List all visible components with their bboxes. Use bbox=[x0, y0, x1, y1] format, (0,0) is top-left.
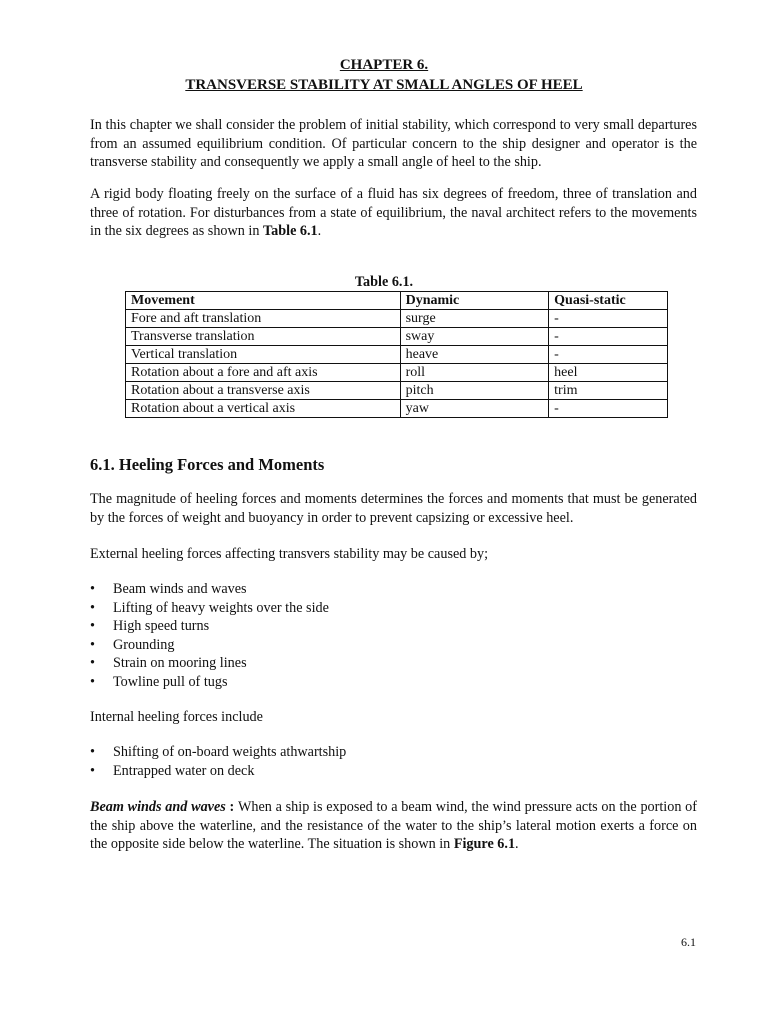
list-item: • Grounding bbox=[90, 636, 329, 655]
table-cell: sway bbox=[400, 328, 549, 346]
list-item: • Towline pull of tugs bbox=[90, 673, 329, 692]
table-reference: Table 6.1 bbox=[262, 223, 318, 239]
table-cell: - bbox=[549, 310, 668, 328]
intro-paragraph-2-text: A rigid body floating freely on the surface of a fluid has six degrees of freedom, three of translation and three of rotation. For disturbances from a state of equilibrium, the naval architect refers to the movements in the six degrees as shown in bbox=[90, 186, 697, 239]
table-row bbox=[126, 364, 668, 382]
beam-winds-paragraph bbox=[90, 798, 697, 854]
internal-forces-list bbox=[90, 743, 346, 780]
chapter-number: CHAPTER 6. bbox=[339, 57, 429, 73]
column-header: Movement bbox=[126, 292, 401, 310]
intro-paragraph-2 bbox=[90, 185, 697, 241]
table-cell: Transverse translation bbox=[126, 328, 401, 346]
beam-winds-label: Beam winds and waves bbox=[90, 799, 226, 815]
table-cell: Rotation about a fore and aft axis bbox=[126, 364, 401, 382]
list-item: • Beam winds and waves bbox=[90, 580, 329, 599]
section-paragraph: The magnitude of heeling forces and moments determines the forces and moments that must be generated by the forces of weight and buoyancy in order to prevent capsizing or excessive heel. bbox=[90, 491, 697, 526]
list-item: • Strain on mooring lines bbox=[90, 654, 329, 673]
table-cell: Rotation about a vertical axis bbox=[126, 400, 401, 418]
table-cell: trim bbox=[549, 382, 668, 400]
table-cell: - bbox=[549, 328, 668, 346]
table-cell: yaw bbox=[400, 400, 549, 418]
table-cell: roll bbox=[400, 364, 549, 382]
list-item: • Lifting of heavy weights over the side bbox=[90, 599, 329, 618]
table-cell: - bbox=[549, 346, 668, 364]
list-item: • Entrapped water on deck bbox=[90, 762, 346, 781]
section-heading: 6.1. Heeling Forces and Moments bbox=[90, 455, 325, 474]
table-header-row bbox=[126, 292, 668, 310]
list-item: • Shifting of on-board weights athwartship bbox=[90, 743, 346, 762]
column-header: Dynamic bbox=[400, 292, 549, 310]
table-row bbox=[126, 346, 668, 364]
table-cell: heave bbox=[400, 346, 549, 364]
table-cell: Fore and aft translation bbox=[126, 310, 401, 328]
table-row bbox=[126, 328, 668, 346]
beam-winds-text: When a ship is exposed to a beam wind, the wind pressure acts on the portion of the ship above the waterline, and the resistance of the water to the ship’s lateral motion exerts a force on the opposite side below the waterline. The situation is shown in bbox=[90, 799, 697, 852]
external-forces-list bbox=[90, 580, 329, 691]
column-header: Quasi-static bbox=[549, 292, 668, 310]
table-cell: Rotation about a transverse axis bbox=[126, 382, 401, 400]
chapter-heading bbox=[0, 55, 768, 95]
external-forces-intro: External heeling forces affecting transvers stability may be caused by; bbox=[90, 546, 489, 562]
table-cell: heel bbox=[549, 364, 668, 382]
table-caption: Table 6.1. bbox=[354, 274, 414, 290]
chapter-title: TRANSVERSE STABILITY AT SMALL ANGLES OF HEEL bbox=[185, 77, 583, 93]
table-row bbox=[126, 382, 668, 400]
beam-winds-colon: : bbox=[225, 799, 238, 815]
intro-paragraph-1: In this chapter we shall consider the problem of initial stability, which correspond to very small departures from an assumed equilibrium condition. Of particular concern to the ship designer and operator is the transverse stability and consequently we apply a small angle of heel to the ship. bbox=[90, 117, 697, 170]
list-item: • High speed turns bbox=[90, 617, 329, 636]
page-number: 6.1 bbox=[681, 935, 696, 949]
table-row bbox=[126, 400, 668, 418]
internal-forces-intro: Internal heeling forces include bbox=[90, 709, 263, 725]
table-cell: Vertical translation bbox=[126, 346, 401, 364]
table-cell: pitch bbox=[400, 382, 549, 400]
figure-reference: Figure 6.1 bbox=[453, 836, 516, 852]
movements-table bbox=[125, 291, 668, 418]
table-cell: - bbox=[549, 400, 668, 418]
intro-paragraph-2-end: . bbox=[317, 223, 322, 239]
table-row bbox=[126, 310, 668, 328]
table-cell: surge bbox=[400, 310, 549, 328]
beam-winds-end: . bbox=[515, 836, 519, 852]
